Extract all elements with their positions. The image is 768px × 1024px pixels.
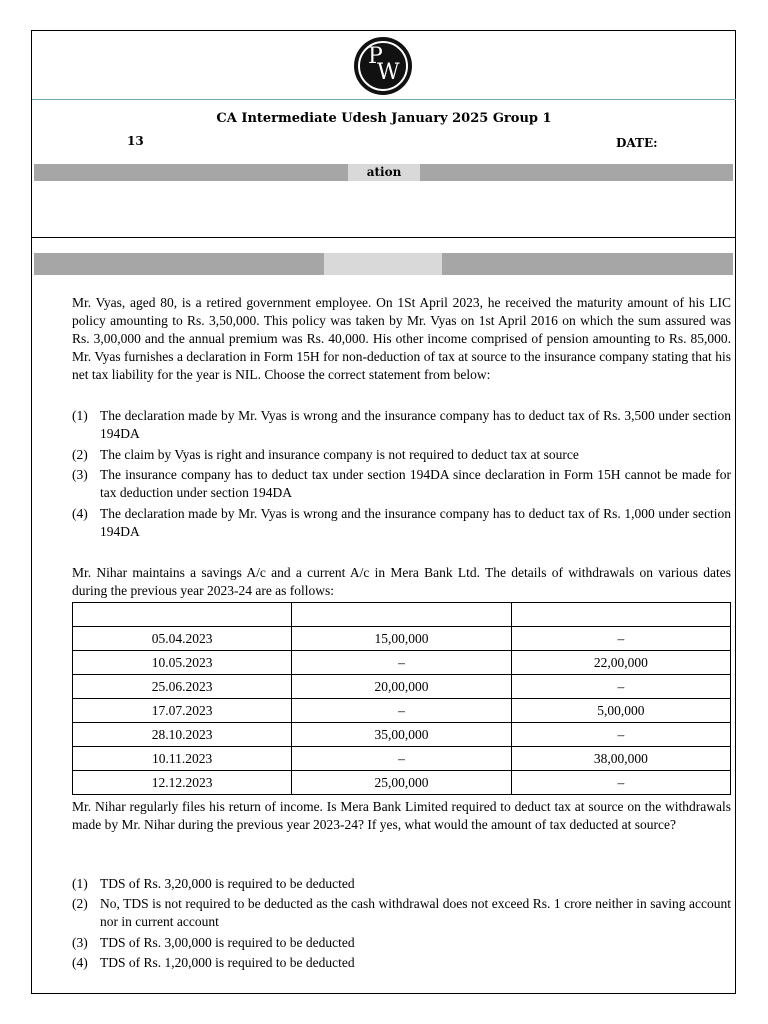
table-row <box>73 675 731 699</box>
date-cell: 05.04.2023 <box>73 627 292 651</box>
table-row <box>73 723 731 747</box>
question-paper-number: 13 <box>127 134 144 148</box>
date-cell: 28.10.2023 <box>73 723 292 747</box>
q1-stem: Mr. Vyas, aged 80, is a retired government employee. On 1St April 2023, he received the maturity amount of his LIC policy amounting to Rs. 3,50,000. This policy was taken by Mr. Vyas on 1st April 2016 on which the sum assured was Rs. 3,00,000 and the annual premium was Rs. 40,000. His other income comprised of pension amounting to Rs. 85,000. Mr. Vyas furnishes a declaration in Form 15H for non-deduction of tax at source to the insurance company stating that his net tax liability for the year is NIL. Choose the correct statement from below: <box>72 295 731 382</box>
current-cell: – <box>511 675 730 699</box>
q2-intro: Mr. Nihar maintains a savings A/c and a current A/c in Mera Bank Ltd. The details of withdrawals on various dates during the previous year 2023-24 are as follows: <box>72 565 731 598</box>
option-text: TDS of Rs. 1,20,000 is required to be deducted <box>100 955 355 970</box>
savings-cell: 15,00,000 <box>292 627 511 651</box>
q2-option[interactable] <box>72 875 731 893</box>
option-number: (2) <box>72 447 88 462</box>
current-cell: 38,00,000 <box>511 747 730 771</box>
table-header-cell <box>73 603 292 627</box>
q1-option[interactable] <box>72 407 731 443</box>
option-number: (1) <box>72 876 88 891</box>
savings-cell: 25,00,000 <box>292 771 511 795</box>
table-header-cell <box>292 603 511 627</box>
page-title: CA Intermediate Udesh January 2025 Group 1 <box>216 111 552 126</box>
q1-option[interactable] <box>72 466 731 502</box>
current-cell: – <box>511 771 730 795</box>
q2-option[interactable] <box>72 934 731 952</box>
date-cell: 10.05.2023 <box>73 651 292 675</box>
option-text: The claim by Vyas is right and insurance company is not required to deduct tax at source <box>100 447 579 462</box>
logo-letter-w: W <box>377 60 400 85</box>
withdrawals-table <box>72 602 731 795</box>
savings-cell: 20,00,000 <box>292 675 511 699</box>
table-header-row <box>73 603 731 627</box>
option-number: (1) <box>72 408 88 423</box>
date-cell: 17.07.2023 <box>73 699 292 723</box>
question-bar <box>34 253 733 275</box>
header-divider <box>32 99 736 100</box>
option-text: The insurance company has to deduct tax under section 194DA since declaration in Form 15H cannot be made for tax deduction under section 194DA <box>100 467 731 500</box>
option-number: (3) <box>72 467 88 482</box>
q1-option[interactable] <box>72 446 731 464</box>
savings-cell: – <box>292 699 511 723</box>
option-text: TDS of Rs. 3,20,000 is required to be deducted <box>100 876 355 891</box>
table-header-cell <box>511 603 730 627</box>
table-row <box>73 699 731 723</box>
option-text: No, TDS is not required to be deducted as the cash withdrawal does not exceed Rs. 1 crore neither in saving account nor in current account <box>100 896 731 929</box>
q2-stem: Mr. Nihar regularly files his return of income. Is Mera Bank Limited required to deduct tax at source on the withdrawals made by Mr. Nihar during the previous year 2023-24? If yes, what would the amount of tax deducted at source? <box>72 799 731 832</box>
date-label: DATE: <box>616 136 658 150</box>
section-divider <box>32 237 736 238</box>
logo-lettering <box>354 37 412 95</box>
option-text: The declaration made by Mr. Vyas is wrong and the insurance company has to deduct tax of Rs. 1,000 under section 194DA <box>100 506 731 539</box>
pw-logo <box>354 37 412 95</box>
current-cell: – <box>511 627 730 651</box>
q1-option[interactable] <box>72 505 731 541</box>
option-number: (4) <box>72 955 88 970</box>
savings-cell: – <box>292 747 511 771</box>
option-text: The declaration made by Mr. Vyas is wrong and the insurance company has to deduct tax of Rs. 3,500 under section 194DA <box>100 408 731 441</box>
logo-letter-p: P <box>368 44 383 69</box>
savings-cell: – <box>292 651 511 675</box>
option-number: (3) <box>72 935 88 950</box>
table-row <box>73 747 731 771</box>
option-number: (2) <box>72 896 88 911</box>
q2-option[interactable] <box>72 895 731 931</box>
date-cell: 12.12.2023 <box>73 771 292 795</box>
table-row <box>73 627 731 651</box>
option-number: (4) <box>72 506 88 521</box>
date-cell: 25.06.2023 <box>73 675 292 699</box>
option-text: TDS of Rs. 3,00,000 is required to be deducted <box>100 935 355 950</box>
q2-option[interactable] <box>72 954 731 972</box>
savings-cell: 35,00,000 <box>292 723 511 747</box>
current-cell: – <box>511 723 730 747</box>
question-bar-highlight <box>324 253 442 275</box>
table-row <box>73 651 731 675</box>
table-row <box>73 771 731 795</box>
current-cell: 22,00,000 <box>511 651 730 675</box>
date-cell: 10.11.2023 <box>73 747 292 771</box>
section-bar-label: ation <box>366 165 402 179</box>
current-cell: 5,00,000 <box>511 699 730 723</box>
